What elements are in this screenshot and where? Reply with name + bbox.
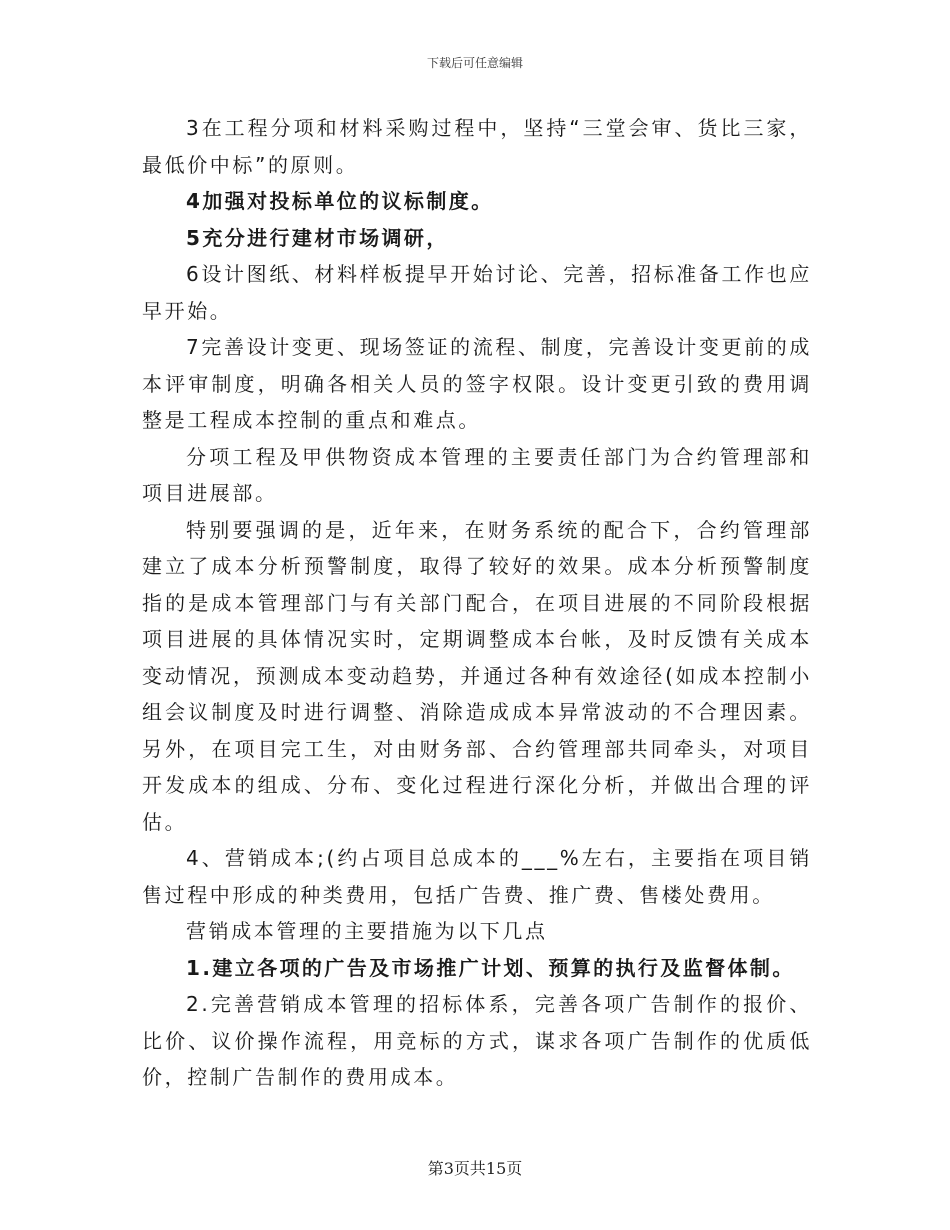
- page-number: 第3页共15页: [427, 1159, 523, 1178]
- paragraph-11: 2.完善营销成本管理的招标体系，完善各项广告制作的报价、比价、议价操作流程，用竞标的方式，谋求各项广告制作的优质低价，控制广告制作的费用成本。: [142, 992, 812, 1089]
- header-note: 下载后可任意编辑: [426, 56, 523, 70]
- paragraph-2: 4加强对投标单位的议标制度。: [186, 189, 494, 213]
- paragraph-5: 7完善设计变更、现场签证的流程、制度，完善设计变更前的成本评审制度，明确各相关人员的签字权限。设计变更引致的费用调整是工程成本控制的重点和难点。: [142, 335, 812, 432]
- paragraph-3: 5充分进行建材市场调研，: [186, 225, 449, 250]
- document-body: [142, 110, 812, 1096]
- paragraph-6: 分项工程及甲供物资成本管理的主要责任部门为合约管理部和项目进展部。: [142, 444, 812, 505]
- paragraph-8: 4、营销成本;(约占项目总成本的___%左右，主要指在项目销售过程中形成的种类费用，包括广告费、推广费、售楼处费用。: [142, 846, 812, 907]
- paragraph-7: 特别要强调的是，近年来，在财务系统的配合下，合约管理部建立了成本分析预警制度，取得了较好的效果。成本分析预警制度指的是成本管理部门与有关部门配合，在项目进展的不同阶段根据项目进展的具体情况实时，定期调整成本台帐，及时反馈有关成本变动情况，预测成本变动趋势，并通过各种有效途径(如成本控制小组会议制度及时进行调整、消除造成成本异常波动的不合理因素。另外，在项目完工生，对由财务部、合约管理部共同牵头，对项目开发成本的组成、分布、变化过程进行深化分析，并做出合理的评估。: [142, 517, 812, 834]
- paragraph-9: 营销成本管理的主要措施为以下几点: [186, 919, 548, 943]
- paragraph-1: 3在工程分项和材料采购过程中，坚持“三堂会审、货比三家，最低价中标”的原则。: [142, 116, 812, 177]
- paragraph-4: 6设计图纸、材料样板提早开始讨论、完善，招标准备工作也应早开始。: [142, 262, 812, 323]
- paragraph-10: 1.建立各项的广告及市场推广计划、预算的执行及监督体制。: [186, 955, 795, 980]
